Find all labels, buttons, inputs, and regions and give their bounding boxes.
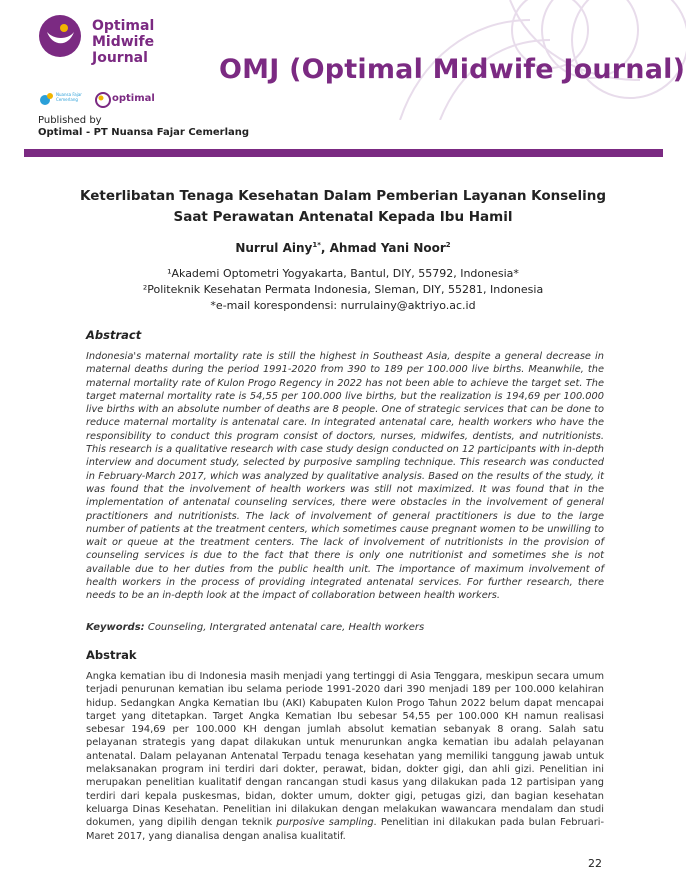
article-title-line-2: Saat Perawatan Antenatal Kepada Ibu Hamil [173,209,513,225]
journal-title: OMJ (Optimal Midwife Journal) [219,54,686,85]
author-separator: , [320,241,330,255]
article-title-line-1: Keterlibatan Tenaga Kesehatan Dalam Pemberian Layanan Konseling [79,188,606,204]
abstrak-text-end: . Penelitian ini dilakukan pada bulan Februari-Maret 2017, yang dianalisa dengan analisa kualitatif. [86,817,604,842]
logo-line-3: Journal [92,50,148,66]
published-by-label: Published by [38,115,102,126]
abstrak-text [86,670,604,843]
abstrak-text-italic: purposive sampling [276,817,374,829]
publisher-block [38,115,249,139]
nuansa-logo-text: Nuansa Fajar Cemerlang [56,92,82,102]
author-2: Ahmad Yani Noor [329,241,446,255]
abstract-heading: Abstract [86,328,142,342]
correspondence-email[interactable]: *e-mail korespondensi: nurrulainy@aktriyo.ac.id [210,299,476,312]
affiliation-1: ¹Akademi Optometri Yogyakarta, Bantul, DIY, 55792, Indonesia* [167,267,519,280]
logo-line-2: Midwife [92,34,155,50]
keywords-label: Keywords: [86,622,145,633]
affiliation-2: ²Politeknik Kesehatan Permata Indonesia, Sleman, DIY, 55281, Indonesia [142,283,544,296]
partner-logos [38,90,168,110]
page-number: 22 [588,857,602,870]
publisher-name: Optimal - PT Nuansa Fajar Cemerlang [38,127,250,138]
header-divider [24,149,663,157]
author-1-mark: 1* [312,241,321,249]
keywords-text: Counseling, Intergrated antenatal care, Health workers [144,622,425,633]
abstrak-heading: Abstrak [86,648,137,662]
article-title [60,186,626,228]
optimal-logo-text: optimal [112,93,155,104]
author-2-mark: 2 [445,241,451,249]
logo-line-1: Optimal [92,18,155,34]
abstrak-text-main: Angka kematian ibu di Indonesia masih menjadi yang tertinggi di Asia Tenggara, meskipun secara umum terjadi penurunan kematian ibu selama periode 1991-2020 dari 390 menjadi 189 per 100.000 kelahiran hidup. Sedangkan Angka Kematian Ibu (AKI) Kabupaten Kulon Progo Tahun 2022 belum dapat mencapai target yang ditetapkan. Target Angka Kematian Ibu sebesar 54,55 per 100.000 KH namun realisasi sebesar 194,69 per 100.000 KH dengan jumlah absolut kematian sebanyak 8 orang. Salah satu pelayanan strategis yang dapat dilakukan untuk menurunkan angka kematian ibu adalah pelayanan antenatal. Dalam pelayanan Antenatal Terpadu tenaga kesehatan yang memiliki tanggung jawab untuk melaksanakan program ini terdiri dari dokter, perawat, bidan, dokter gigi, dan ahli gizi. Penelitian ini merupakan penelitian kualitatif dengan rancangan studi kasus yang dilakukan pada 12 partisipan yang terdiri dari kepala puskesmas, bidan, dokter umum, dokter gigi, petugas gizi, dan bagian kesehatan keluarga Dinas Kesehatan. Penelitian ini dilakukan dengan melakukan wawancara mendalam dan studi dokumen, yang dipilih dengan teknik [86,671,604,829]
journal-logo-icon [38,14,82,58]
keywords [86,622,424,633]
author-1: Nurrul Ainy [235,241,313,255]
abstract-text: Indonesia's maternal mortality rate is still the highest in Southeast Asia, despite a general decrease in maternal deaths during the period 1991-2020 from 390 to 189 per 100.000 live births. Meanwhile, the maternal mortality rate of Kulon Progo Regency in 2022 has not been able to achieve the target set. The target maternal mortality rate is 54,55 per 100.000 live births, but the realization is 194,69 per 100.000 live births with an absolute number of deaths are 8 people. One of strategic services that can be done to reduce maternal mortality is antenatal care. In integrated antenatal care, health workers who have the responsibility to conduct this program consist of doctors, nurses, midwifes, dentists, and nutritionists. This research is a qualitative research with case study design conducted on 12 participants with in-depth interview and document study, selected by purposive sampling technique. This research was conducted in February-March 2017, which was analyzed by qualitative analysis. Based on the results of the study, it was found that the involvement of health workers was still not maximized. It was found that in the implementation of antenatal counseling services, there were obstacles in the involvement of general practitioners and nutritionists. The lack of involvement of general practitioners is due to the large number of patients at the treatment centers, which sometimes cause pregnant women to be unwilling to wait or queue at the treatment centers. The lack of involvement of nutritionists in the provision of counseling services is due to the fact that there is only one nutritionist and sometimes she is not available due to her duties from the public health unit. The importance of maximum involvement of health workers in the process of providing integrated antenatal services. For further research, there needs to be an in-depth look at the impact of collaboration between health workers. [86,351,604,602]
authors [60,241,626,255]
affiliations [60,266,626,314]
